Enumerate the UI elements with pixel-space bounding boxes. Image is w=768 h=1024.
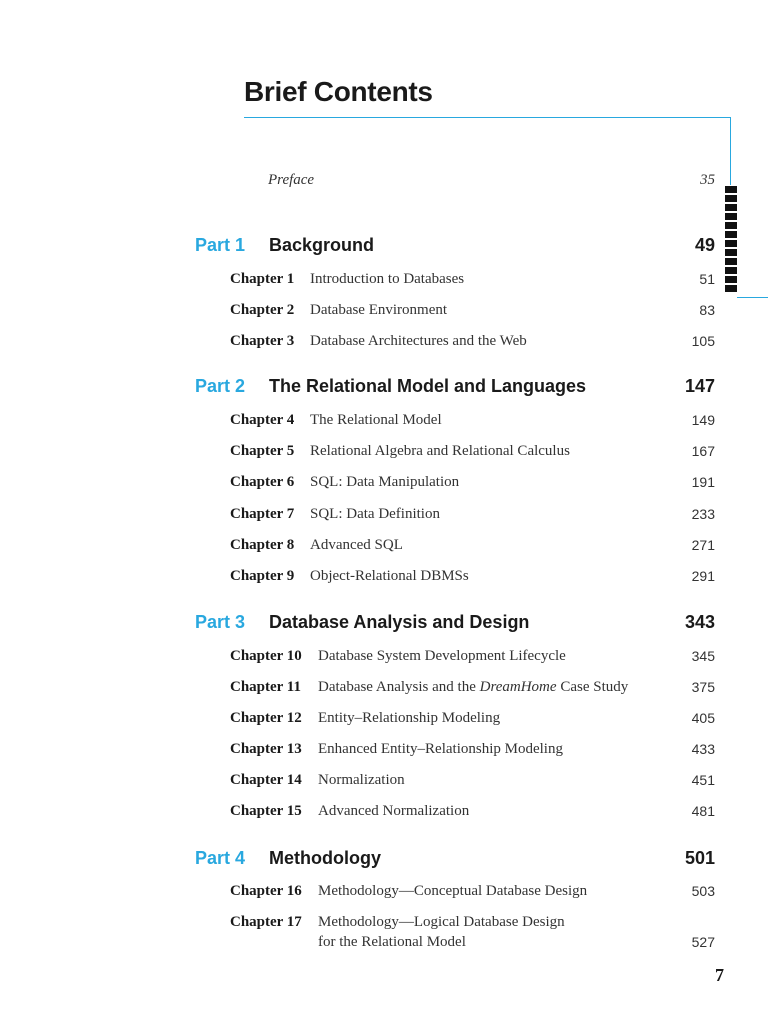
- chapter-title: Normalization: [318, 772, 405, 788]
- page-number: 7: [715, 965, 724, 985]
- chapter-title: Entity–Relationship Modeling: [318, 710, 501, 726]
- chapter-title: Introduction to Databases: [310, 271, 465, 287]
- chapter-title-line2: for the Relational Model: [318, 934, 466, 950]
- chapter-page: 345: [691, 648, 715, 664]
- chapter-title: Object-Relational DBMSs: [310, 568, 469, 584]
- chapter-label: Chapter 7: [230, 506, 295, 522]
- toc-entry-chapter-3[interactable]: [230, 331, 715, 351]
- part-page: 147: [684, 376, 715, 396]
- chapter-page: 291: [691, 568, 715, 584]
- chapter-label: Chapter 4: [230, 412, 295, 428]
- title-rule-vertical: [730, 117, 731, 185]
- toc-entry-chapter-1[interactable]: [230, 269, 715, 289]
- toc-entry-chapter-8[interactable]: [230, 535, 715, 555]
- part-1-heading[interactable]: [195, 235, 715, 256]
- chapter-page: 271: [691, 537, 715, 553]
- chapter-page: 191: [691, 474, 715, 490]
- toc-entry-chapter-13[interactable]: [230, 739, 715, 759]
- chapter-label: Chapter 15: [230, 803, 302, 819]
- part-label: Part 3: [195, 612, 246, 632]
- part-2-heading[interactable]: [195, 376, 715, 397]
- part-title: Background: [269, 235, 375, 255]
- toc-entry-chapter-7[interactable]: [230, 504, 715, 524]
- part-label: Part 4: [195, 848, 246, 868]
- chapter-title: Database Architectures and the Web: [310, 333, 527, 349]
- toc-entry-chapter-6[interactable]: [230, 472, 715, 492]
- part-label: Part 2: [195, 376, 246, 396]
- toc-entry-chapter-14[interactable]: [230, 770, 715, 790]
- toc-entry-chapter-12[interactable]: [230, 708, 715, 728]
- chapter-page: 405: [691, 710, 715, 726]
- page-title: Brief Contents: [244, 76, 433, 107]
- chapter-label: Chapter 14: [230, 772, 302, 788]
- chapter-label: Chapter 11: [230, 679, 301, 695]
- toc-entry-chapter-16[interactable]: [230, 881, 715, 901]
- part-title: Database Analysis and Design: [269, 612, 530, 632]
- chapter-label: Chapter 10: [230, 648, 302, 664]
- chapter-title: Methodology—Conceptual Database Design: [318, 883, 588, 899]
- preface-label: Preface: [268, 172, 315, 188]
- chapter-title: Database System Development Lifecycle: [318, 648, 566, 664]
- part-title: Methodology: [269, 848, 381, 868]
- chapter-title-part: Case Study: [556, 679, 629, 695]
- chapter-title: Relational Algebra and Relational Calculus: [310, 443, 570, 459]
- part-4-heading[interactable]: [195, 848, 715, 869]
- chapter-page: 375: [691, 679, 715, 695]
- part-page: 343: [684, 612, 715, 632]
- chapter-title: The Relational Model: [310, 412, 442, 428]
- part-page: 49: [694, 235, 715, 255]
- chapter-title: [318, 677, 628, 697]
- chapter-title-italic: DreamHome: [479, 679, 557, 695]
- toc-entry-chapter-11[interactable]: [230, 677, 715, 697]
- part-title: The Relational Model and Languages: [269, 376, 587, 396]
- chapter-label: Chapter 1: [230, 271, 295, 287]
- chapter-page: 83: [699, 302, 715, 318]
- chapter-label: Chapter 9: [230, 568, 295, 584]
- toc-entry-chapter-15[interactable]: [230, 801, 715, 821]
- preface-page: 35: [700, 172, 715, 188]
- chapter-page: 481: [691, 803, 715, 819]
- part-label: Part 1: [195, 235, 246, 255]
- edge-rule: [737, 297, 768, 298]
- toc-entry-chapter-17[interactable]: [230, 912, 715, 950]
- toc-entry-chapter-10[interactable]: [230, 646, 715, 666]
- chapter-title: Advanced Normalization: [318, 803, 470, 819]
- chapter-title: SQL: Data Definition: [310, 506, 440, 522]
- part-3-heading[interactable]: [195, 612, 715, 633]
- chapter-page: 503: [691, 883, 715, 899]
- chapter-page: 149: [691, 412, 715, 428]
- chapter-title: Enhanced Entity–Relationship Modeling: [318, 741, 563, 757]
- toc-entry-chapter-5[interactable]: [230, 441, 715, 461]
- chapter-label: Chapter 2: [230, 302, 295, 318]
- toc-entry-chapter-2[interactable]: [230, 300, 715, 320]
- thumb-tab-marker: [725, 186, 737, 294]
- chapter-label: Chapter 8: [230, 537, 295, 553]
- chapter-page: 105: [691, 333, 715, 349]
- chapter-label: Chapter 17: [230, 914, 302, 930]
- chapter-label: Chapter 3: [230, 333, 295, 349]
- chapter-label: Chapter 5: [230, 443, 295, 459]
- chapter-page: 51: [699, 271, 715, 287]
- chapter-page: 233: [691, 506, 715, 522]
- chapter-title-part: Database Analysis and the: [318, 679, 480, 695]
- chapter-label: Chapter 12: [230, 710, 302, 726]
- title-rule: [244, 117, 731, 118]
- chapter-title: SQL: Data Manipulation: [310, 474, 460, 490]
- preface-entry[interactable]: [268, 172, 715, 189]
- chapter-page: 433: [691, 741, 715, 757]
- chapter-label: Chapter 13: [230, 741, 302, 757]
- chapter-page: 527: [691, 934, 715, 950]
- chapter-title: Advanced SQL: [310, 537, 403, 553]
- chapter-page: 451: [691, 772, 715, 788]
- chapter-title: Database Environment: [310, 302, 448, 318]
- toc-entry-chapter-9[interactable]: [230, 566, 715, 586]
- toc-entry-chapter-4[interactable]: [230, 410, 715, 430]
- chapter-label: Chapter 16: [230, 883, 302, 899]
- chapter-label: Chapter 6: [230, 474, 295, 490]
- chapter-page: 167: [691, 443, 715, 459]
- chapter-title: Methodology—Logical Database Design: [318, 914, 565, 930]
- part-page: 501: [684, 848, 715, 868]
